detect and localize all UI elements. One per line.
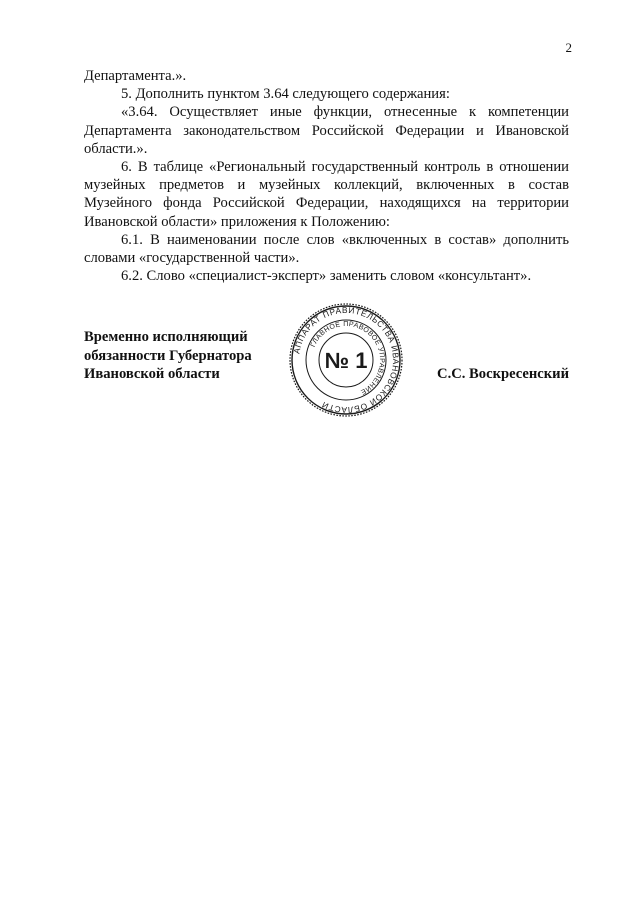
signature-block bbox=[84, 304, 569, 438]
paragraph-continuation: Департамента.». bbox=[84, 68, 187, 84]
seal-outer-text: АППАРАТ ПРАВИТЕЛЬСТВА ИВАНОВСКОЙ ОБЛАСТИ bbox=[291, 304, 402, 416]
paragraph-item-5: 5. Дополнить пунктом 3.64 следующего содержания: bbox=[121, 86, 450, 103]
signer-name: С.С. Воскресенский bbox=[437, 366, 569, 382]
paragraph-item-6-1: 6.1. В наименовании после слов «включенных в состав» дополнить словами «государственной части». bbox=[84, 231, 569, 267]
signer-position-line: обязанности Губернатора bbox=[84, 347, 252, 364]
signer-position-line: Временно исполняющий bbox=[84, 329, 248, 345]
page-number: 2 bbox=[565, 40, 572, 55]
seal-graphic bbox=[288, 302, 404, 418]
signer-position-line: Ивановской области bbox=[84, 366, 220, 382]
seal-inner-text: ГЛАВНОЕ ПРАВОВОЕ УПРАВЛЕНИЕ bbox=[309, 320, 386, 396]
seal-center-number: № 1 bbox=[324, 348, 368, 373]
official-seal bbox=[288, 302, 404, 418]
paragraph-item-6: 6. В таблице «Региональный государственный контроль в отношении музейных предметов и музейных коллекций, включенных в состав Музейного фонда Российской Федерации, находящихся на территории Ивановской области» приложения к Положению: bbox=[84, 159, 569, 230]
signer-position bbox=[84, 328, 252, 384]
paragraph-item-3-64: «3.64. Осуществляет иные функции, отнесенные к компетенции Департамента законодательством Российской Федерации и Ивановской области.». bbox=[84, 104, 569, 157]
document-body bbox=[84, 67, 569, 285]
paragraph-item-6-2: 6.2. Слово «специалист-эксперт» заменить словом «консультант». bbox=[121, 268, 532, 285]
